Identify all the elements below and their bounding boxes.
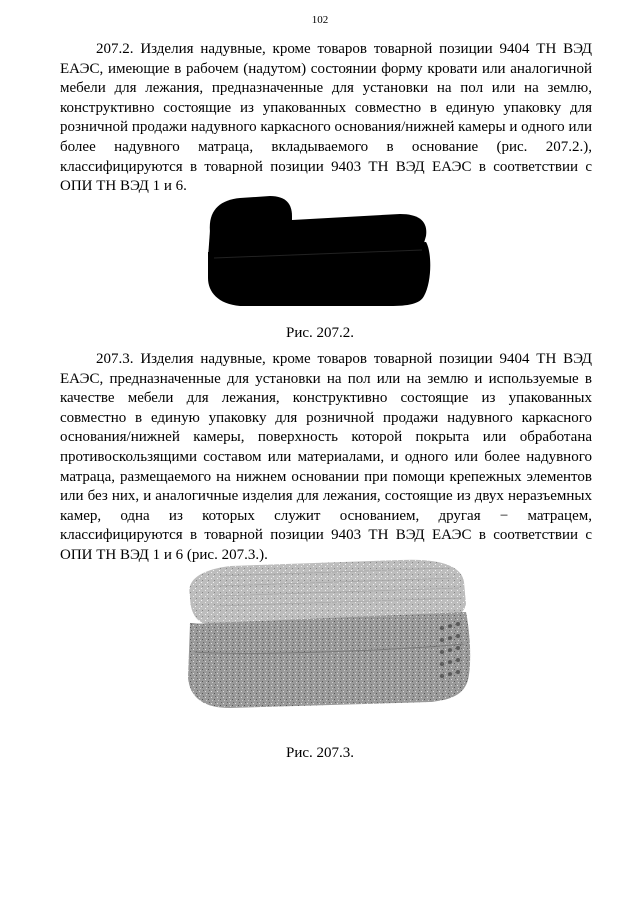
page-number: 102 <box>311 14 329 26</box>
figure-caption-207-2: Рис. 207.2. <box>285 325 355 341</box>
inflatable-double-chamber-bed-image <box>180 552 480 712</box>
figure-caption-207-3: Рис. 207.3. <box>285 745 355 761</box>
paragraph-207-3: 207.3. Изделия надувные, кроме товаров товарной позиции 9404 ТН ВЭД ЕАЭС, предназначенные для установки на пол или на землю и используемые в качестве мебели для лежания, конструктивно состоящие из упакованных совместно в единую упаковку для розничной продажи надувного каркасного основания/нижней камеры, поверхность которой покрыта или обработана противоскользящими составом или материалами, и одного или более надувного матраца, размещаемого на нижнем основании при помощи крепежных элементов или без них, и аналогичные изделия для лежания, состоящие из двух неразъемных камер, одна из которых служит основанием, другая − матрацем, классифицируются в товарной позиции 9403 ТН ВЭД ЕАЭС в соответствии с ОПИ ТН ВЭД 1 и 6 (рис. 207.3.). <box>60 351 592 563</box>
inflatable-bed-image <box>200 192 436 310</box>
bed-base <box>208 242 430 306</box>
paragraph-207-2: 207.2. Изделия надувные, кроме товаров товарной позиции 9404 ТН ВЭД ЕАЭС, имеющие в рабочем (надутом) состоянии форму кровати или аналогичной мебели для лежания, предназначенные для установки на пол или на землю, конструктивно состоящие из упакованных совместно в единую упаковку для розничной продажи надувного каркасного основания/нижней камеры и одного или более надувного матраца, вкладываемого в основание (рис. 207.2.), классифицируются в товарной позиции 9403 ТН ВЭД ЕАЭС в соответствии с ОПИ ТН ВЭД 1 и 6. <box>60 41 592 195</box>
lower-chamber <box>188 612 470 708</box>
